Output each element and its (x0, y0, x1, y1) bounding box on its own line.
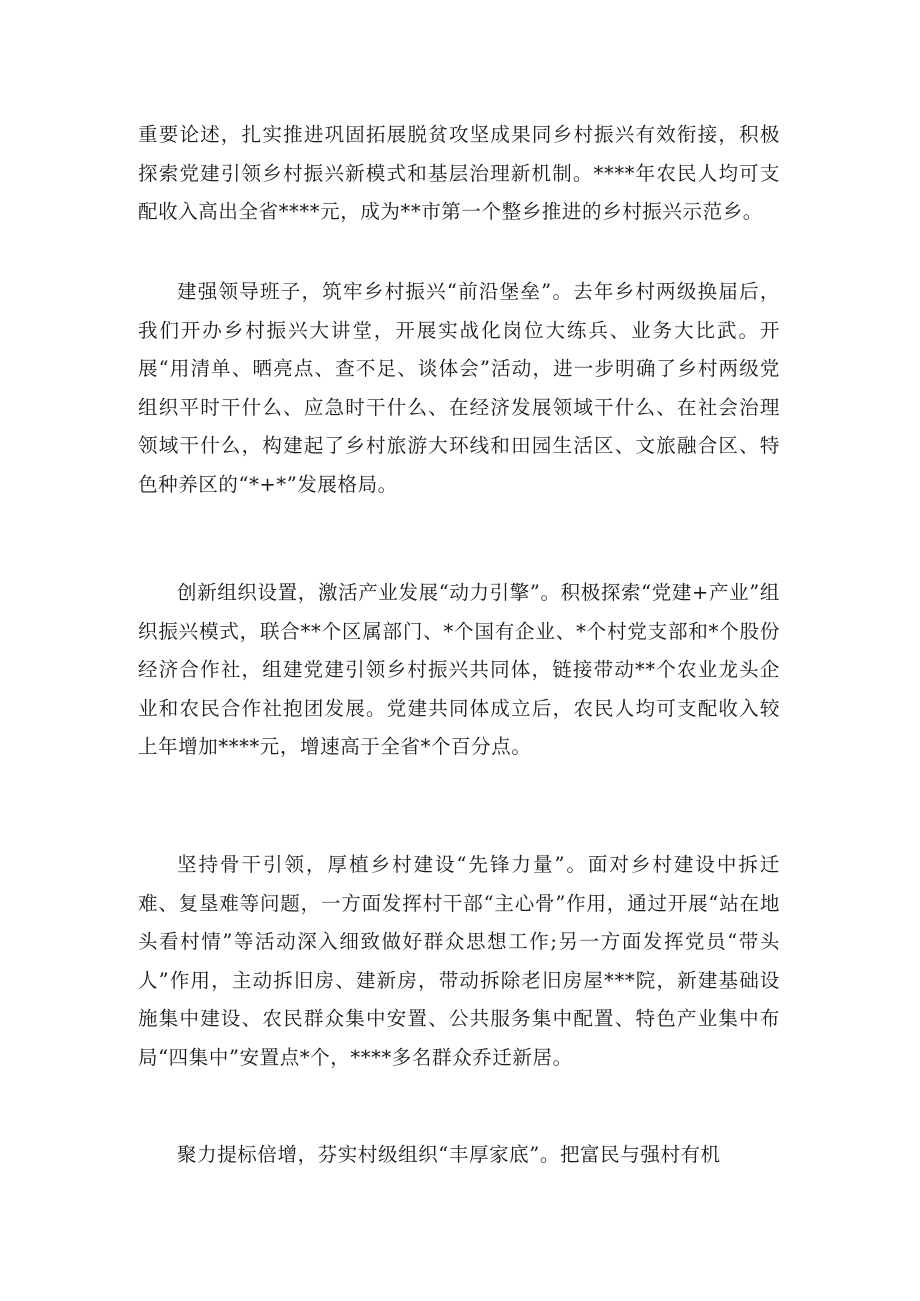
paragraph-village-assets: 聚力提标倍增，芬实村级组织“丰厚家底”。把富民与强村有机 (177, 1143, 721, 1166)
paragraph-organization-setup: 创新组织设置，激活产业发展“动力引擎”。积极探索“党建+产业”组织振兴模式，联合**个区属部门、*个国有企业、*个村党支部和*个股份经济合作社，组建党建引领乡村振兴共同体，链接带动**个农业龙头企业和农民合作社抱团发展。党建共同体成立后，农民人均可支配收入较上年增加****元，增速高于全省*个百分点。 (138, 581, 780, 758)
paragraph-backbone-leadership: 坚持骨干引领，厚植乡村建设“先锋力量”。面对乡村建设中拆迁难、复垦难等问题，一方面发挥村干部“主心骨”作用，通过开展“站在地头看村情”等活动深入细致做好群众思想工作;另一方面发挥党员“带头人”作用，主动拆旧房、建新房，带动拆除老旧房屋***院，新建基础设施集中建设、农民群众集中安置、公共服务集中配置、特色产业集中布局“四集中”安置点*个，****多名群众乔迁新居。 (138, 853, 780, 1069)
paragraph-intro-continued: 重要论述，扎实推进巩固拓展脱贫攻坚成果同乡村振兴有效衔接，积极探索党建引领乡村振兴新模式和基层治理新机制。****年农民人均可支配收入高出全省****元，成为**市第一个整乡推进的乡村振兴示范乡。 (138, 123, 780, 223)
paragraph-leadership-team: 建强领导班子，筑牢乡村振兴“前沿堡垒”。去年乡村两级换届后，我们开办乡村振兴大讲堂，开展实战化岗位大练兵、业务大比武。开展“用清单、晒亮点、查不足、谈体会”活动，进一步明确了乡村两级党组织平时干什么、应急时干什么、在经济发展领域干什么、在社会治理领域干什么，构建起了乡村旅游大环线和田园生活区、文旅融合区、特色种养区的“*+*”发展格局。 (138, 280, 780, 496)
